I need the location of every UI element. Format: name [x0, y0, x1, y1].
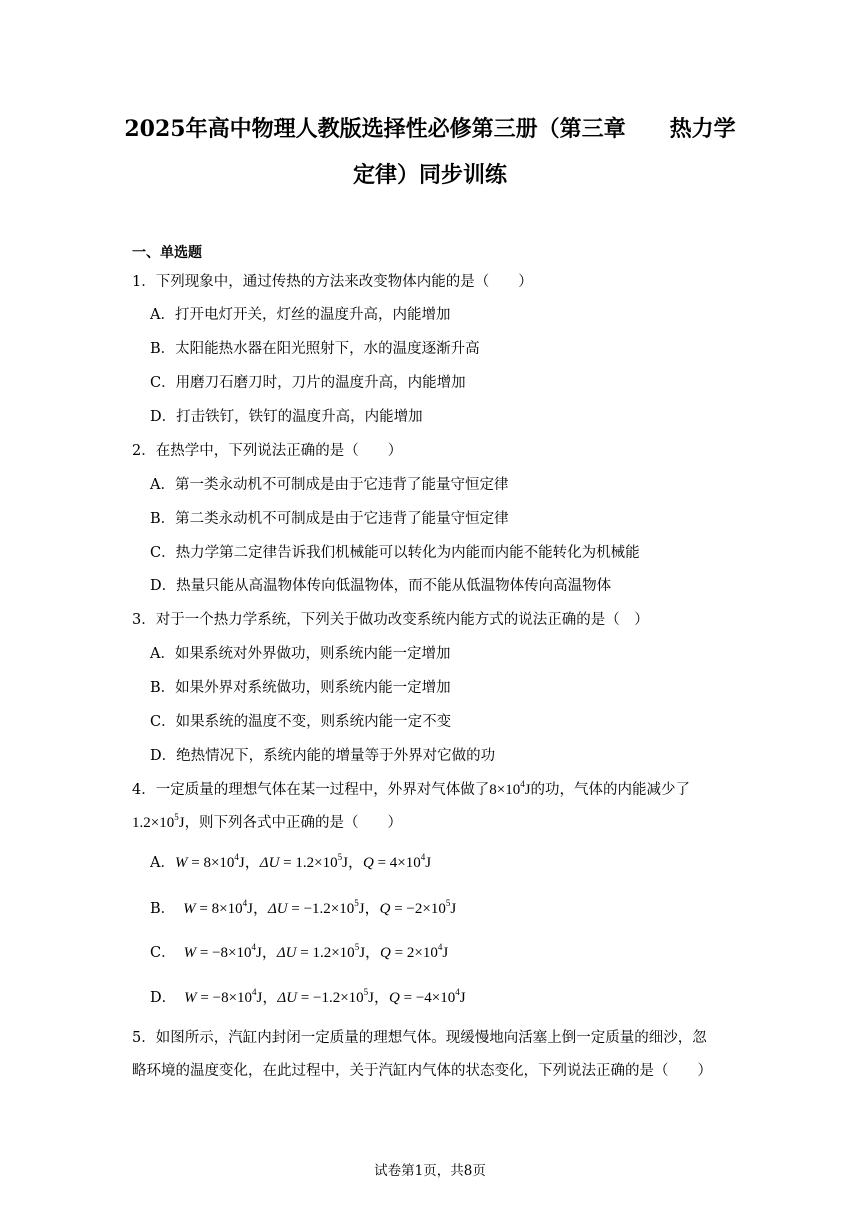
question-2-option-b: B．第二类永动机不可制成是由于它违背了能量守恒定律	[150, 511, 509, 527]
question-4-stem-line-1	[132, 778, 690, 799]
question-4-stem-text-1: 4．一定质量的理想气体在某一过程中，外界对气体做了	[132, 782, 490, 798]
question-4-option-d: D． $W = -8\times 10^4J$，$\Delta U = -1.2\times 10^5J$，$Q = -4\times 10^4J$	[150, 987, 466, 1006]
question-4-stem-line-2	[132, 811, 402, 832]
question-1-option-d: D．打击铁钉，铁钉的温度升高，内能增加	[150, 409, 423, 425]
question-5-stem-line-1: 5．如图所示，汽缸内封闭一定质量的理想气体。现缓慢地向活塞上倒一定质量的细沙，忽	[132, 1030, 707, 1046]
section-heading: 一、单选题	[132, 245, 202, 261]
question-1-option-b: B．太阳能热水器在阳光照射下，水的温度逐渐升高	[150, 341, 480, 357]
page-footer: 试卷第1页，共8页	[374, 1163, 486, 1179]
question-3-stem: 3．对于一个热力学系统，下列关于做功改变系统内能方式的说法正确的是（ ）	[132, 612, 649, 628]
question-2-option-c: C．热力学第二定律告诉我们机械能可以转化为内能而内能不能转化为机械能	[150, 545, 640, 561]
question-4-stem-text-3: ，则下列各式中正确的是（ ）	[184, 815, 403, 831]
page-title-line-2: 定律）同步训练	[352, 162, 507, 188]
question-5-stem-line-2: 略环境的温度变化，在此过程中，关于汽缸内气体的状态变化，下列说法正确的是（ ）	[132, 1063, 712, 1079]
question-4-value-2: $1.2\times 10^5J$	[132, 812, 185, 831]
question-4-option-b: B． $W = 8\times 10^4J$，$\Delta U = -1.2\times 10^5J$，$Q = -2\times 10^5J$	[150, 898, 457, 917]
question-4-value-1: $8\times 10^4J$	[489, 779, 531, 798]
question-3-option-a: A．如果系统对外界做功，则系统内能一定增加	[150, 646, 451, 662]
question-4-option-a: A．$W = 8\times 10^4J$，$\Delta U = 1.2\times 10^5J$，$Q = 4\times 10^4J$	[150, 852, 432, 871]
question-4-option-c: C． $W = -8\times 10^4J$，$\Delta U = 1.2\times 10^5J$，$Q = 2\times 10^4J$	[150, 942, 449, 961]
question-3-option-c: C．如果系统的温度不变，则系统内能一定不变	[150, 714, 452, 730]
question-2-stem: 2．在热学中，下列说法正确的是（ ）	[132, 443, 403, 459]
question-1-stem: 1．下列现象中，通过传热的方法来改变物体内能的是（ ）	[132, 274, 533, 290]
page-title-line-1: 2025年高中物理人教版选择性必修第三册（第三章 热力学	[124, 116, 736, 142]
question-1-option-a: A．打开电灯开关，灯丝的温度升高，内能增加	[150, 307, 451, 323]
question-2-option-d: D．热量只能从高温物体传向低温物体，而不能从低温物体传向高温物体	[150, 578, 612, 594]
question-4-stem-text-2: 的功，气体的内能减少了	[530, 782, 691, 798]
question-3-option-b: B．如果外界对系统做功，则系统内能一定增加	[150, 680, 451, 696]
question-2-option-a: A．第一类永动机不可制成是由于它违背了能量守恒定律	[150, 477, 509, 493]
question-3-option-d: D．绝热情况下，系统内能的增量等于外界对它做的功	[150, 748, 496, 764]
question-1-option-c: C．用磨刀石磨刀时，刀片的温度升高，内能增加	[150, 375, 466, 391]
